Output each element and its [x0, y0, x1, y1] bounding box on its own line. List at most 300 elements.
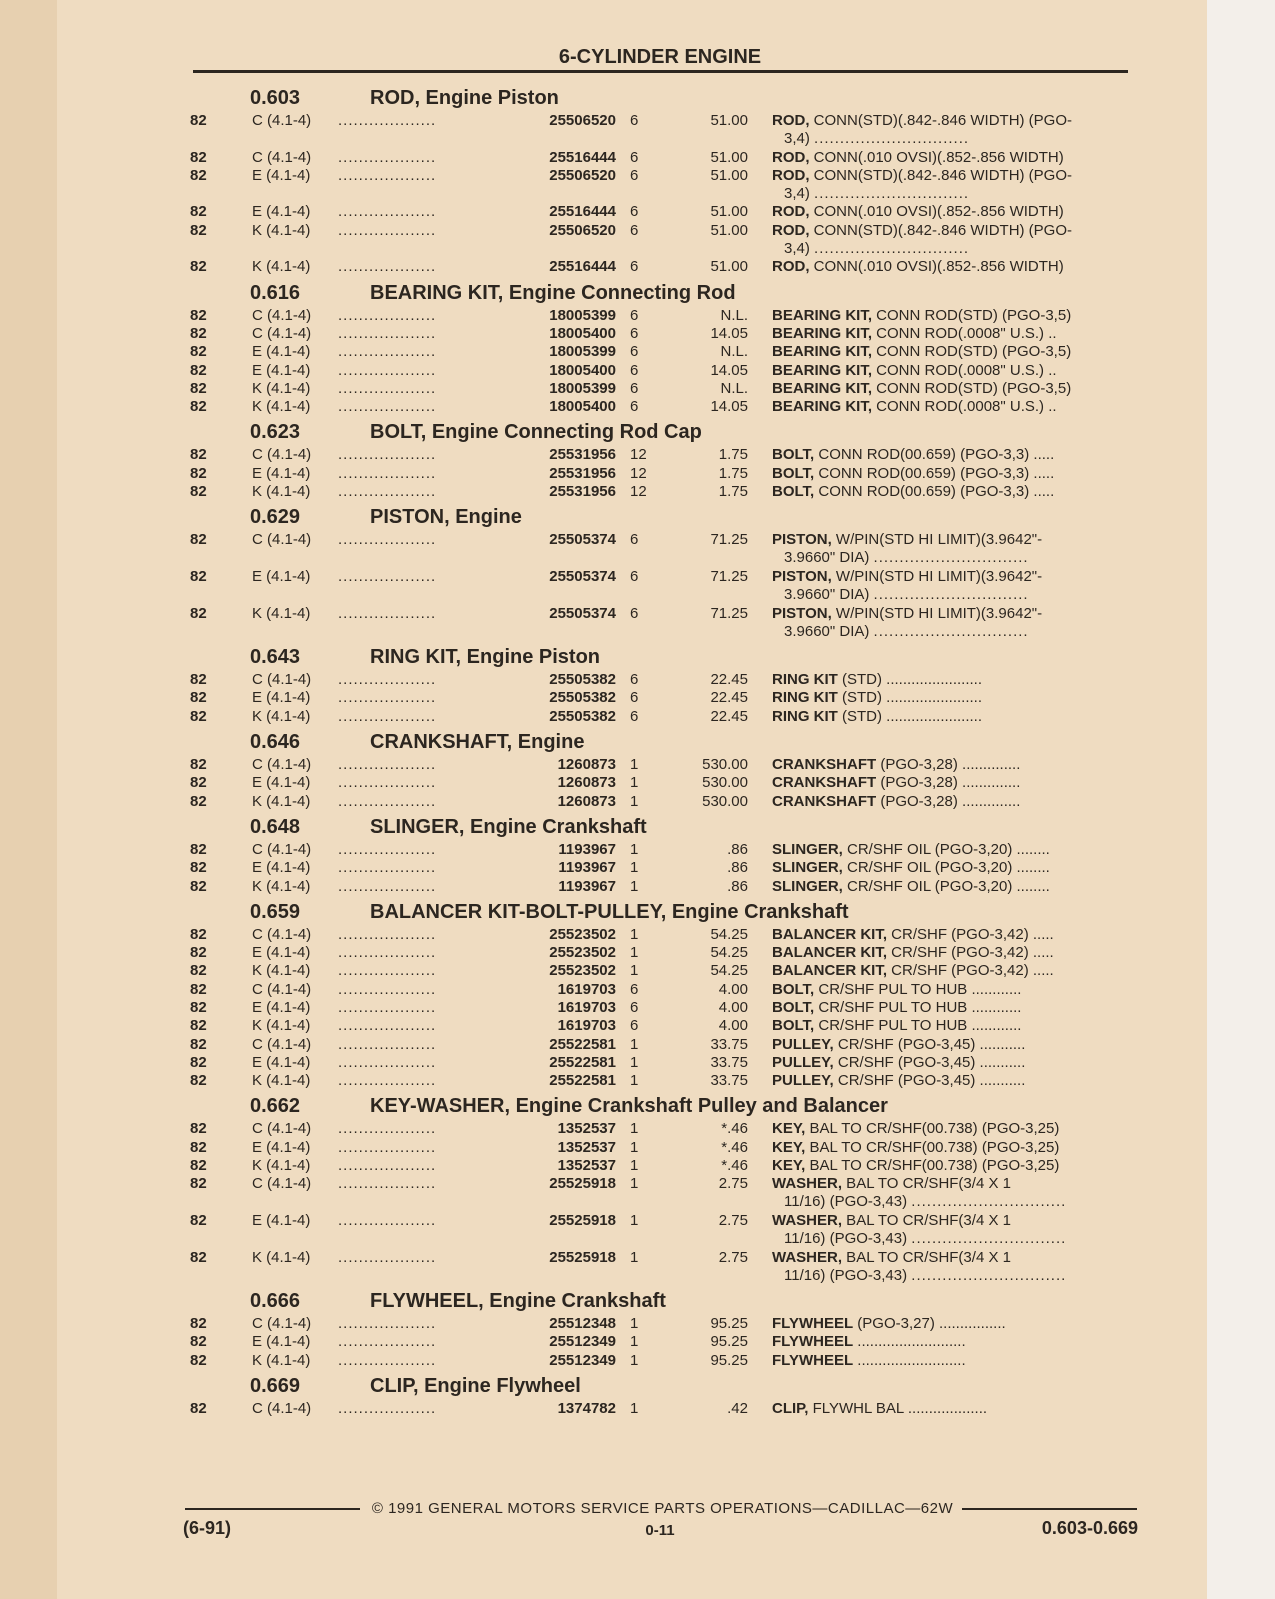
- part-number: 1352537: [557, 1120, 616, 1138]
- part-description: [772, 203, 1132, 221]
- quantity: 6: [630, 343, 639, 361]
- model-code: E (4.1-4): [252, 343, 311, 361]
- model-code: K (4.1-4): [252, 379, 311, 397]
- part-row: [190, 307, 1140, 325]
- model-year: 82: [190, 774, 207, 792]
- quantity: 1: [630, 1351, 639, 1369]
- quantity: 6: [630, 1017, 639, 1035]
- quantity: 1: [630, 859, 639, 877]
- quantity: 1: [630, 1175, 639, 1193]
- section-heading: [190, 82, 1140, 112]
- description-keyword: BOLT,: [772, 446, 815, 464]
- quantity: 6: [630, 379, 639, 397]
- model-year: 82: [190, 1175, 207, 1193]
- model-code: C (4.1-4): [252, 306, 312, 324]
- parts-listing: [190, 82, 1140, 1418]
- price: 51.00: [710, 221, 748, 239]
- model-code: K (4.1-4): [252, 1017, 311, 1035]
- part-description: [772, 1054, 1132, 1072]
- description-text: CR/SHF PUL TO HUB ............: [814, 998, 1022, 1016]
- model-code: E (4.1-4): [252, 774, 311, 792]
- quantity: 6: [630, 166, 639, 184]
- section-number: 0.616: [250, 281, 301, 304]
- description-text: CONN ROD(STD) (PGO-3,5): [872, 343, 1072, 361]
- leader-dots: ...................: [338, 707, 437, 725]
- price: .86: [727, 840, 748, 858]
- model-code: E (4.1-4): [252, 1333, 311, 1351]
- part-row: [190, 203, 1140, 221]
- model-code: E (4.1-4): [252, 166, 311, 184]
- part-description: [772, 362, 1132, 380]
- price: *.46: [721, 1120, 748, 1138]
- leader-dots: ...................: [338, 859, 437, 877]
- model-code: E (4.1-4): [252, 464, 311, 482]
- description-keyword: BOLT,: [772, 998, 815, 1016]
- part-row: [190, 1175, 1140, 1212]
- part-number: 18005399: [549, 343, 616, 361]
- part-row: [190, 878, 1140, 896]
- quantity: 1: [630, 1248, 639, 1266]
- description-keyword: PULLEY,: [772, 1072, 834, 1090]
- price: 2.75: [718, 1175, 748, 1193]
- part-description: [772, 343, 1132, 361]
- description-text: CONN(STD)(.842-.846 WIDTH) (PGO-: [809, 112, 1073, 129]
- part-number: 1193967: [558, 859, 616, 877]
- part-row: [190, 756, 1140, 774]
- model-code: E (4.1-4): [252, 567, 311, 585]
- model-year: 82: [190, 1400, 207, 1418]
- part-description: [772, 999, 1132, 1017]
- description-text: CR/SHF OIL (PGO-3,20) ........: [842, 859, 1050, 877]
- section-name: BEARING KIT, Engine Connecting Rod: [370, 281, 736, 304]
- part-row: [190, 446, 1140, 464]
- part-description: [772, 1120, 1132, 1138]
- quantity: 1: [630, 792, 639, 810]
- leader-dots: ...................: [338, 203, 437, 221]
- model-code: K (4.1-4): [252, 483, 311, 501]
- part-row: [190, 222, 1140, 259]
- model-year: 82: [190, 306, 207, 324]
- continuation-dots: ..............................: [873, 549, 1029, 567]
- part-number: 25525918: [549, 1211, 616, 1229]
- section-number: 0.662: [250, 1095, 301, 1118]
- part-row: [190, 398, 1140, 416]
- part-description: [772, 1072, 1132, 1090]
- price: 95.25: [710, 1333, 748, 1351]
- section-name: BOLT, Engine Connecting Rod Cap: [370, 421, 702, 444]
- part-number: 25505382: [549, 671, 616, 689]
- part-description: [772, 1315, 1132, 1333]
- section-name: ROD, Engine Piston: [370, 87, 559, 109]
- part-row: [190, 926, 1140, 944]
- section-name: FLYWHEEL, Engine Crankshaft: [370, 1290, 666, 1313]
- part-row: [190, 149, 1140, 167]
- model-year: 82: [190, 483, 207, 501]
- part-description: [772, 1139, 1132, 1157]
- part-number: 1260873: [557, 792, 616, 810]
- description-text: CONN ROD(00.659) (PGO-3,3) .....: [814, 464, 1055, 482]
- leader-dots: ...................: [338, 361, 437, 379]
- quantity: 1: [630, 1157, 639, 1175]
- description-text: (STD) .......................: [837, 689, 983, 707]
- part-number: 1374782: [557, 1400, 616, 1418]
- leader-dots: ...................: [338, 1072, 437, 1090]
- part-description: [772, 962, 1132, 980]
- price: 33.75: [710, 1035, 748, 1053]
- model-year: 82: [190, 944, 207, 962]
- price: 51.00: [710, 258, 748, 276]
- price: 51.00: [710, 166, 748, 184]
- quantity: 1: [630, 962, 639, 980]
- part-description: [772, 1352, 1132, 1370]
- part-number: 18005400: [549, 324, 616, 342]
- section-heading: [190, 641, 1140, 671]
- model-year: 82: [190, 1157, 207, 1175]
- part-description: [772, 465, 1132, 483]
- leader-dots: ...................: [338, 756, 437, 774]
- leader-dots: ...................: [338, 1017, 437, 1035]
- price: 33.75: [710, 1072, 748, 1090]
- section-number: 0.643: [250, 646, 301, 669]
- part-number: 1260873: [557, 774, 616, 792]
- model-code: K (4.1-4): [252, 1248, 311, 1266]
- part-row: [190, 944, 1140, 962]
- price: N.L.: [720, 379, 748, 397]
- description-keyword: ROD,: [772, 166, 810, 184]
- section-heading: [190, 726, 1140, 756]
- leader-dots: ...................: [338, 1138, 437, 1156]
- price: 95.25: [710, 1315, 748, 1333]
- description-keyword: FLYWHEEL: [772, 1315, 854, 1333]
- model-code: K (4.1-4): [252, 258, 311, 276]
- part-row: [190, 1120, 1140, 1138]
- part-number: 1619703: [557, 998, 616, 1016]
- quantity: 1: [630, 1138, 639, 1156]
- part-number: 25516444: [549, 148, 616, 166]
- model-year: 82: [190, 343, 207, 361]
- description-keyword: BALANCER KIT,: [772, 925, 887, 943]
- part-description: [772, 1333, 1132, 1351]
- description-keyword: RING KIT: [772, 671, 838, 689]
- part-number: 1260873: [557, 756, 616, 774]
- price: 14.05: [710, 361, 748, 379]
- price: 71.25: [710, 604, 748, 622]
- part-number: 25525918: [549, 1248, 616, 1266]
- part-description: [772, 380, 1132, 398]
- description-text: ..........................: [853, 1333, 966, 1351]
- part-description: [772, 859, 1132, 877]
- description-keyword: FLYWHEEL: [772, 1351, 854, 1369]
- part-description: [772, 398, 1132, 416]
- continuation-dots: ..............................: [911, 1266, 1067, 1284]
- quantity: 1: [630, 1053, 639, 1071]
- part-description: [772, 531, 1132, 567]
- price: .86: [727, 859, 748, 877]
- leader-dots: ...................: [338, 792, 437, 810]
- quantity: 6: [630, 707, 639, 725]
- description-text: (PGO-3,28) ..............: [876, 774, 1021, 792]
- price: 51.00: [710, 112, 748, 129]
- description-text: CONN ROD(00.659) (PGO-3,3) .....: [814, 483, 1055, 501]
- part-number: 25523502: [549, 944, 616, 962]
- part-row: [190, 1054, 1140, 1072]
- part-description: [772, 1017, 1132, 1035]
- model-year: 82: [190, 1138, 207, 1156]
- part-description: [772, 325, 1132, 343]
- leader-dots: ...................: [338, 306, 437, 324]
- model-code: K (4.1-4): [252, 1072, 311, 1090]
- description-keyword: BEARING KIT,: [772, 361, 873, 379]
- model-code: C (4.1-4): [252, 1175, 312, 1193]
- section-number: 0.646: [250, 731, 301, 754]
- price: 2.75: [718, 1248, 748, 1266]
- part-number: 25531956: [549, 446, 616, 464]
- section-number: 0.629: [250, 506, 301, 529]
- part-description: [772, 1249, 1132, 1285]
- price: .86: [727, 877, 748, 895]
- description-text: CONN ROD(STD) (PGO-3,5): [872, 379, 1072, 397]
- model-year: 82: [190, 998, 207, 1016]
- model-code: E (4.1-4): [252, 944, 311, 962]
- part-description: [772, 605, 1132, 641]
- description-text: W/PIN(STD HI LIMIT)(3.9642"-: [831, 567, 1043, 585]
- model-code: K (4.1-4): [252, 877, 311, 895]
- section-name: KEY-WASHER, Engine Crankshaft Pulley and Balancer: [370, 1095, 888, 1118]
- model-code: K (4.1-4): [252, 398, 311, 416]
- part-row: [190, 1333, 1140, 1351]
- description-text: (PGO-3,28) ..............: [876, 792, 1021, 810]
- continuation-dots: ..............................: [873, 622, 1029, 640]
- description-keyword: BOLT,: [772, 464, 815, 482]
- description-keyword: BOLT,: [772, 1017, 815, 1035]
- description-keyword: CRANKSHAFT: [772, 774, 877, 792]
- leader-dots: ...................: [338, 689, 437, 707]
- part-row: [190, 793, 1140, 811]
- leader-dots: ...................: [338, 774, 437, 792]
- section-number: 0.648: [250, 815, 301, 838]
- quantity: 1: [630, 1120, 639, 1138]
- description-keyword: PISTON,: [772, 604, 832, 622]
- description-keyword: PISTON,: [772, 567, 832, 585]
- model-year: 82: [190, 361, 207, 379]
- price: 54.25: [710, 962, 748, 980]
- leader-dots: ...................: [338, 379, 437, 397]
- description-text: CR/SHF PUL TO HUB ............: [814, 1017, 1022, 1035]
- description-text: (STD) .......................: [837, 671, 983, 689]
- price: 33.75: [710, 1053, 748, 1071]
- section-heading: [190, 811, 1140, 841]
- description-text: BAL TO CR/SHF(00.738) (PGO-3,25): [805, 1157, 1060, 1175]
- price: 4.00: [718, 980, 748, 998]
- quantity: 6: [630, 306, 639, 324]
- description-keyword: ROD,: [772, 221, 810, 239]
- model-code: C (4.1-4): [252, 148, 312, 166]
- part-row: [190, 380, 1140, 398]
- description-text: BAL TO CR/SHF(3/4 X 1: [842, 1211, 1011, 1229]
- price: 14.05: [710, 324, 748, 342]
- description-text: CR/SHF (PGO-3,45) ...........: [833, 1072, 1026, 1090]
- part-description: [772, 671, 1132, 689]
- description-text: BAL TO CR/SHF(00.738) (PGO-3,25): [805, 1138, 1060, 1156]
- leader-dots: ...................: [338, 148, 437, 166]
- part-number: 1352537: [557, 1157, 616, 1175]
- section-name: PISTON, Engine: [370, 506, 522, 529]
- quantity: 6: [630, 221, 639, 239]
- description-keyword: BEARING KIT,: [772, 343, 873, 361]
- model-code: K (4.1-4): [252, 792, 311, 810]
- quantity: 1: [630, 877, 639, 895]
- model-code: C (4.1-4): [252, 324, 312, 342]
- price: 22.45: [710, 689, 748, 707]
- part-description: [772, 1212, 1132, 1248]
- part-row: [190, 1400, 1140, 1418]
- model-code: C (4.1-4): [252, 112, 312, 129]
- model-code: E (4.1-4): [252, 361, 311, 379]
- section-heading: [190, 501, 1140, 531]
- model-year: 82: [190, 877, 207, 895]
- price: 51.00: [710, 203, 748, 221]
- model-code: E (4.1-4): [252, 998, 311, 1016]
- leader-dots: ...................: [338, 531, 437, 549]
- model-year: 82: [190, 446, 207, 464]
- description-keyword: CRANKSHAFT: [772, 792, 877, 810]
- part-description: [772, 258, 1132, 276]
- leader-dots: ...................: [338, 671, 437, 689]
- price: 54.25: [710, 944, 748, 962]
- model-year: 82: [190, 221, 207, 239]
- leader-dots: ...................: [338, 166, 437, 184]
- price: 4.00: [718, 998, 748, 1016]
- part-description: [772, 307, 1132, 325]
- description-continuation: 3,4): [784, 239, 810, 257]
- model-year: 82: [190, 840, 207, 858]
- part-number: 25523502: [549, 925, 616, 943]
- model-year: 82: [190, 148, 207, 166]
- part-row: [190, 1315, 1140, 1333]
- description-continuation: 11/16) (PGO-3,43): [784, 1193, 908, 1211]
- continuation-dots: ..............................: [911, 1229, 1067, 1247]
- leader-dots: ...................: [338, 483, 437, 501]
- model-year: 82: [190, 398, 207, 416]
- model-code: C (4.1-4): [252, 840, 312, 858]
- description-keyword: CLIP,: [772, 1400, 809, 1418]
- model-year: 82: [190, 980, 207, 998]
- part-row: [190, 167, 1140, 204]
- leader-dots: ...................: [338, 343, 437, 361]
- part-description: [772, 793, 1132, 811]
- description-keyword: SLINGER,: [772, 859, 843, 877]
- part-description: [772, 112, 1132, 148]
- quantity: 6: [630, 689, 639, 707]
- model-year: 82: [190, 112, 207, 129]
- part-description: [772, 944, 1132, 962]
- quantity: 1: [630, 1315, 639, 1333]
- model-code: K (4.1-4): [252, 604, 311, 622]
- leader-dots: ...................: [338, 1053, 437, 1071]
- quantity: 6: [630, 567, 639, 585]
- model-year: 82: [190, 756, 207, 774]
- model-year: 82: [190, 1072, 207, 1090]
- quantity: 12: [630, 446, 647, 464]
- part-row: [190, 1157, 1140, 1175]
- model-code: E (4.1-4): [252, 859, 311, 877]
- price: 2.75: [718, 1211, 748, 1229]
- leader-dots: ...................: [338, 1351, 437, 1369]
- description-text: CONN ROD(.0008" U.S.) ..: [872, 324, 1057, 342]
- part-description: [772, 981, 1132, 999]
- description-text: CONN(.010 OVSI)(.852-.856 WIDTH): [809, 148, 1064, 166]
- description-text: CR/SHF (PGO-3,42) .....: [887, 944, 1054, 962]
- section-number: 0.666: [250, 1290, 301, 1313]
- part-description: [772, 222, 1132, 258]
- description-keyword: KEY,: [772, 1157, 806, 1175]
- leader-dots: ...................: [338, 221, 437, 239]
- footer-copyright: © 1991 GENERAL MOTORS SERVICE PARTS OPERATIONS—CADILLAC—62W: [371, 1500, 954, 1517]
- part-row: [190, 689, 1140, 707]
- part-row: [190, 774, 1140, 792]
- description-continuation: 3,4): [784, 130, 810, 147]
- part-row: [190, 1072, 1140, 1090]
- leader-dots: ...................: [338, 962, 437, 980]
- description-keyword: WASHER,: [772, 1248, 843, 1266]
- price: 14.05: [710, 398, 748, 416]
- quantity: 1: [630, 1400, 639, 1418]
- part-number: 25516444: [549, 203, 616, 221]
- part-number: 25505374: [549, 567, 616, 585]
- part-number: 25512348: [549, 1315, 616, 1333]
- model-code: K (4.1-4): [252, 1351, 311, 1369]
- price: 1.75: [718, 464, 748, 482]
- model-code: C (4.1-4): [252, 980, 312, 998]
- part-row: [190, 841, 1140, 859]
- quantity: 1: [630, 1072, 639, 1090]
- section-heading: [190, 277, 1140, 307]
- continuation-dots: ..............................: [814, 130, 970, 147]
- quantity: 1: [630, 774, 639, 792]
- part-description: [772, 167, 1132, 203]
- part-number: 25522581: [549, 1053, 616, 1071]
- part-number: 25505374: [549, 604, 616, 622]
- description-keyword: BEARING KIT,: [772, 306, 873, 324]
- part-row: [190, 671, 1140, 689]
- quantity: 1: [630, 1333, 639, 1351]
- model-code: C (4.1-4): [252, 1035, 312, 1053]
- description-keyword: RING KIT: [772, 707, 838, 725]
- part-number: 25506520: [549, 221, 616, 239]
- model-code: E (4.1-4): [252, 1053, 311, 1071]
- quantity: 12: [630, 464, 647, 482]
- part-description: [772, 878, 1132, 896]
- footer-range: 0.603-0.669: [1041, 1518, 1138, 1538]
- description-keyword: SLINGER,: [772, 877, 843, 895]
- quantity: 1: [630, 840, 639, 858]
- section-heading: [190, 896, 1140, 926]
- price: 530.00: [702, 792, 748, 810]
- part-number: 25531956: [549, 464, 616, 482]
- section-heading: [190, 1285, 1140, 1315]
- model-year: 82: [190, 324, 207, 342]
- description-keyword: BALANCER KIT,: [772, 944, 887, 962]
- part-description: [772, 774, 1132, 792]
- part-description: [772, 926, 1132, 944]
- model-year: 82: [190, 1333, 207, 1351]
- price: 22.45: [710, 671, 748, 689]
- description-text: CR/SHF (PGO-3,45) ...........: [833, 1035, 1026, 1053]
- model-year: 82: [190, 464, 207, 482]
- model-year: 82: [190, 1120, 207, 1138]
- part-description: [772, 756, 1132, 774]
- description-keyword: WASHER,: [772, 1175, 843, 1193]
